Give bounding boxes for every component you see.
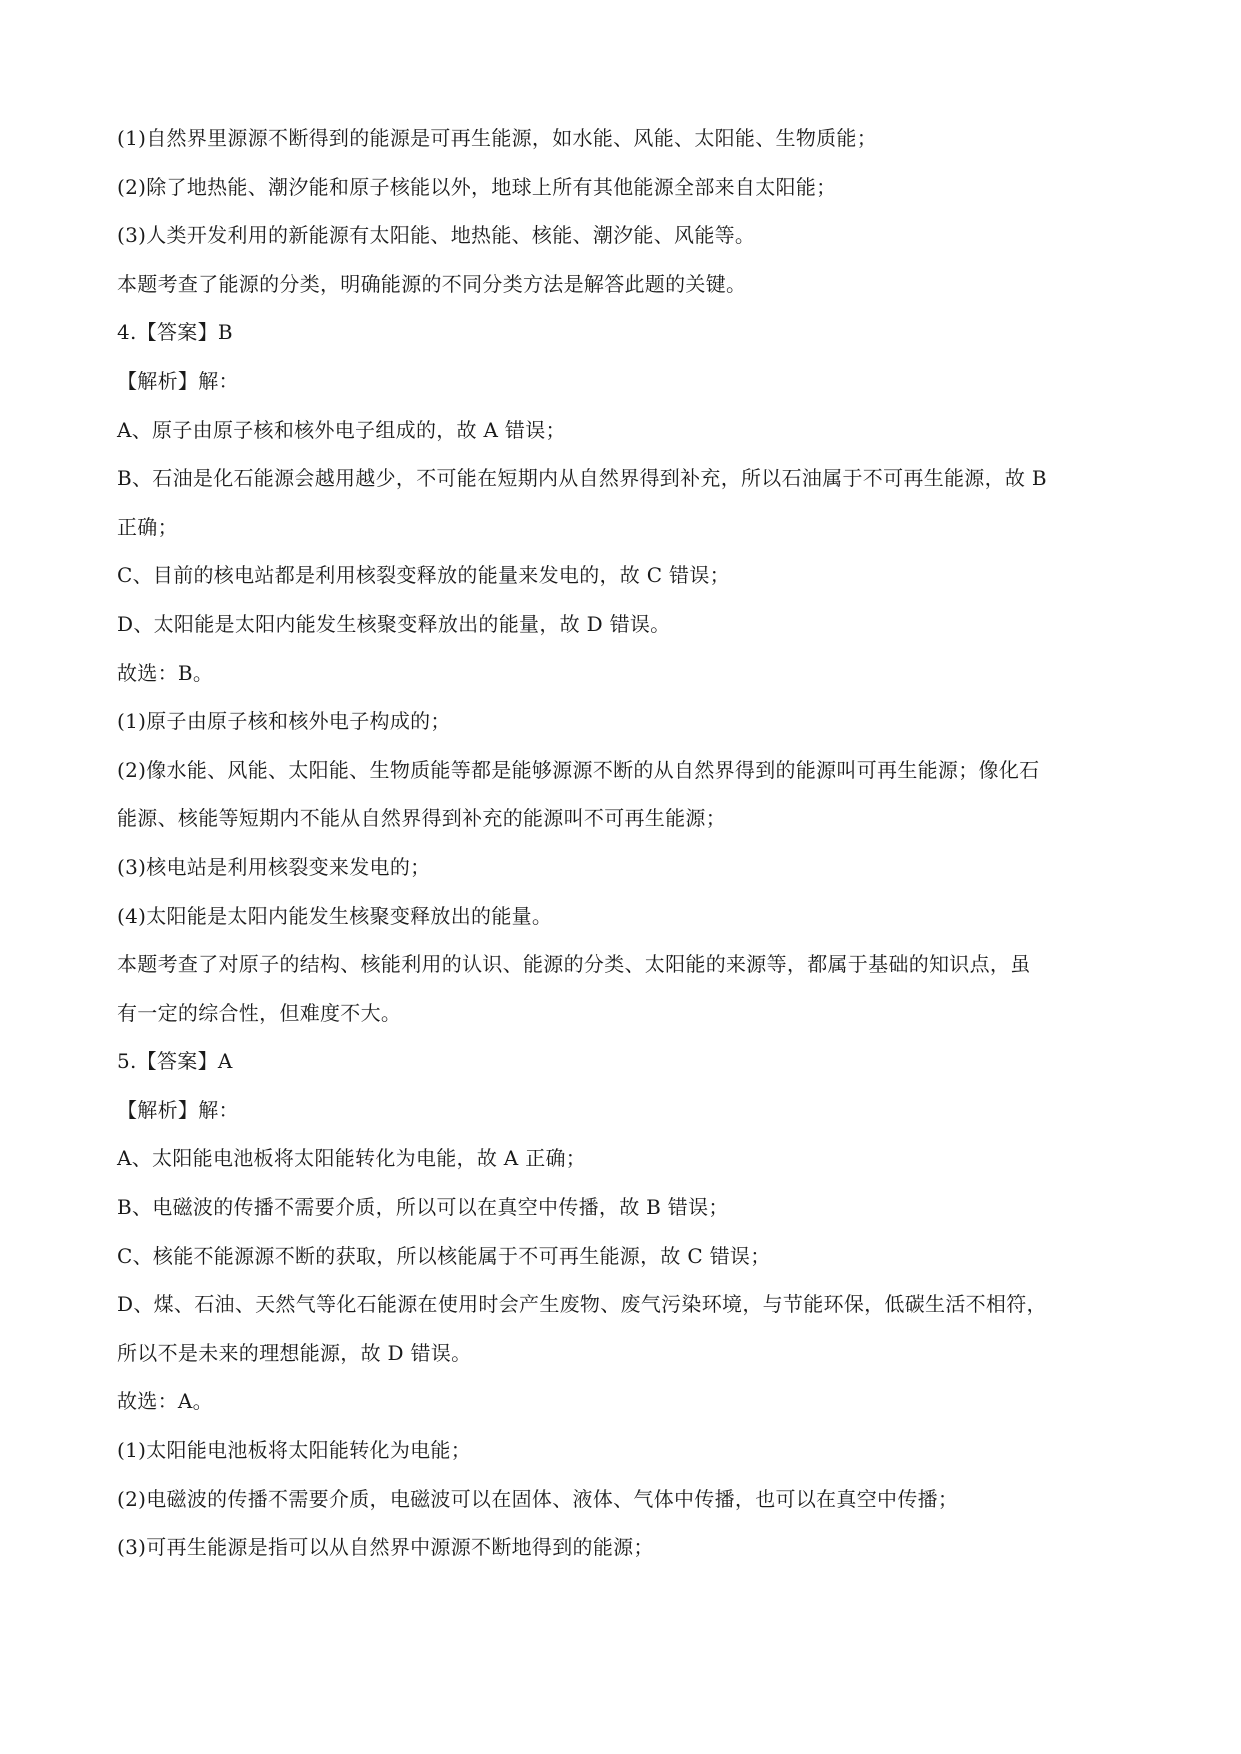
text-line: C、目前的核电站都是利用核裂变释放的能量来发电的，故 C 错误；: [117, 563, 730, 588]
text-line: 能源、核能等短期内不能从自然界得到补充的能源叫不可再生能源；: [117, 806, 726, 831]
document-page: [117, 126, 1127, 1584]
text-line: (3)人类开发利用的新能源有太阳能、地热能、核能、潮汐能、风能等。: [117, 223, 756, 248]
text-line: (1)太阳能电池板将太阳能转化为电能；: [117, 1438, 472, 1463]
text-line: 本题考查了能源的分类，明确能源的不同分类方法是解答此题的关键。: [117, 271, 747, 296]
analysis-heading: 【解析】解：: [117, 368, 239, 393]
text-line: 所以不是未来的理想能源，故 D 错误。: [117, 1340, 472, 1365]
text-line: B、石油是化石能源会越用越少，不可能在短期内从自然界得到补充，所以石油属于不可再生能源，故 B: [117, 466, 1047, 491]
text-line: A、太阳能电池板将太阳能转化为电能，故 A 正确；: [117, 1146, 587, 1171]
text-line: (2)电磁波的传播不需要介质，电磁波可以在固体、液体、气体中传播，也可以在真空中传播；: [117, 1486, 959, 1511]
answer-heading: 4.【答案】B: [117, 320, 233, 345]
text-line: (4)太阳能是太阳内能发生核聚变释放出的能量。: [117, 903, 553, 928]
text-line: (1)自然界里源源不断得到的能源是可再生能源，如水能、风能、太阳能、生物质能；: [117, 126, 878, 150]
text-line: B、电磁波的传播不需要介质，所以可以在真空中传播，故 B 错误；: [117, 1195, 729, 1220]
analysis-heading: 【解析】解：: [117, 1097, 239, 1122]
text-line: 正确；: [117, 514, 178, 539]
text-line: (3)核电站是利用核裂变来发电的；: [117, 854, 431, 879]
text-line: (1)原子由原子核和核外电子构成的；: [117, 709, 451, 734]
text-line: 故选：A。: [117, 1389, 213, 1414]
text-line: (2)除了地热能、潮汐能和原子核能以外，地球上所有其他能源全部来自太阳能；: [117, 174, 837, 199]
text-line: 故选：B。: [117, 660, 214, 685]
text-line: D、煤、石油、天然气等化石能源在使用时会产生废物、废气污染环境，与节能环保，低碳生活不相符，: [117, 1292, 1047, 1317]
text-line: A、原子由原子核和核外电子组成的，故 A 错误；: [117, 417, 566, 442]
text-line: C、核能不能源源不断的获取，所以核能属于不可再生能源，故 C 错误；: [117, 1243, 771, 1268]
text-line: (2)像水能、风能、太阳能、生物质能等都是能够源源不断的从自然界得到的能源叫可再生能源；像化石: [117, 757, 1040, 782]
text-line: 本题考查了对原子的结构、核能利用的认识、能源的分类、太阳能的来源等，都属于基础的知识点，虽: [117, 952, 1031, 977]
text-line: D、太阳能是太阳内能发生核聚变释放出的能量，故 D 错误。: [117, 611, 671, 636]
answer-heading: 5.【答案】A: [117, 1049, 233, 1074]
text-line: 有一定的综合性，但难度不大。: [117, 1000, 402, 1025]
text-line: (3)可再生能源是指可以从自然界中源源不断地得到的能源；: [117, 1535, 654, 1560]
